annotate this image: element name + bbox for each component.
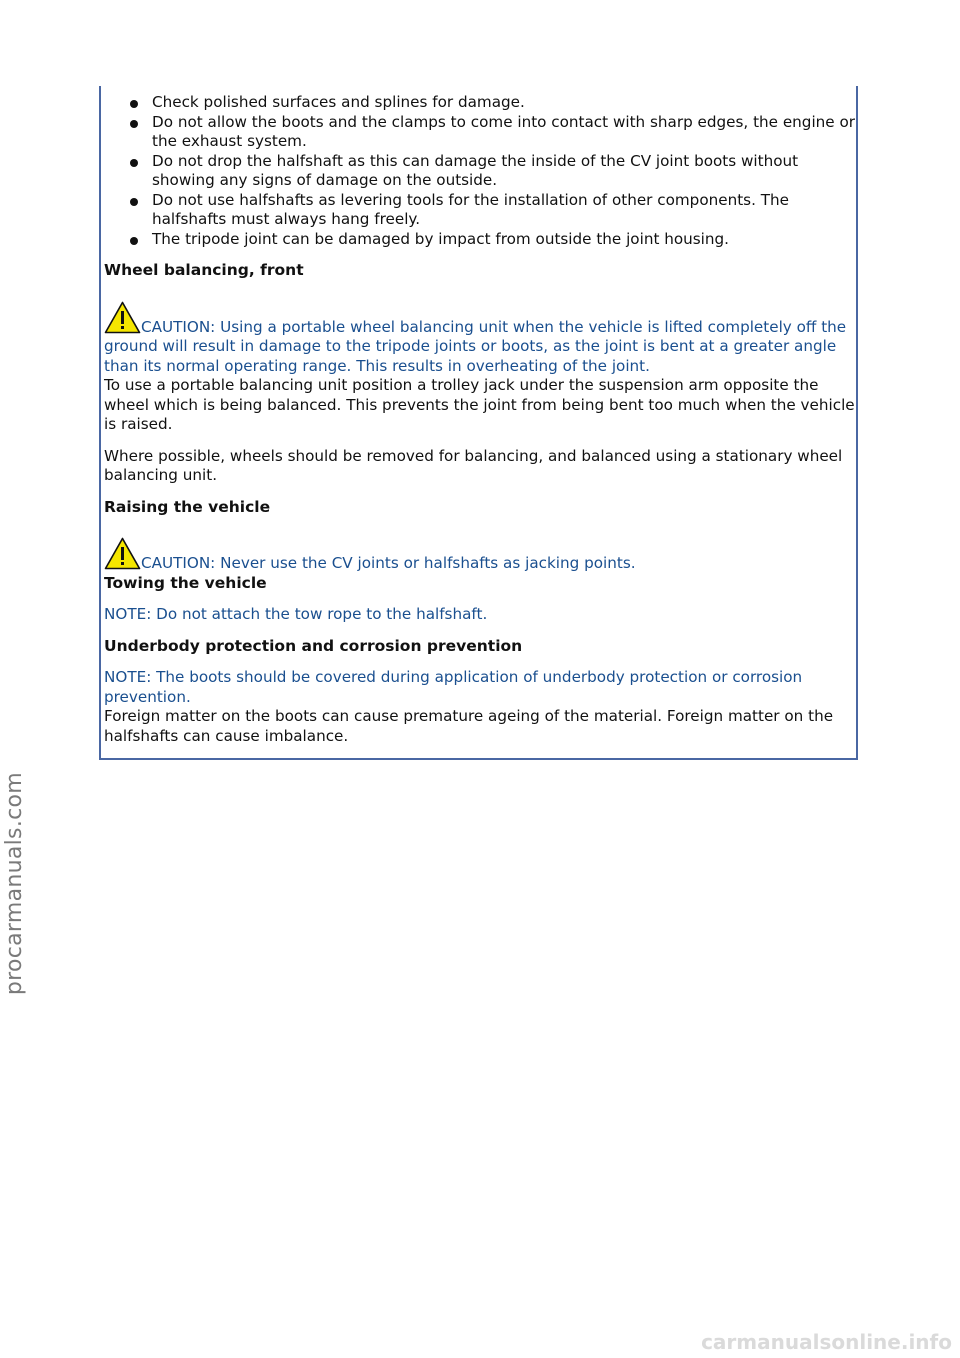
precautions-list xyxy=(104,93,856,249)
list-item: Check polished surfaces and splines for damage. xyxy=(152,93,856,113)
footer-watermark: carmanualsonline.info xyxy=(701,1330,952,1354)
side-watermark: procarmanuals.com xyxy=(2,772,27,996)
list-item: Do not drop the halfshaft as this can damage the inside of the CV joint boots without showing any signs of damage on the outside. xyxy=(152,152,856,191)
underbody-heading: Underbody protection and corrosion prevention xyxy=(104,636,523,655)
raising-heading: Raising the vehicle xyxy=(104,497,271,516)
wheel-balancing-paragraph-1: To use a portable balancing unit position a trolley jack under the suspension arm opposite the wheel which is being balanced. This prevents the joint from being bent too much when the vehicle is raised. xyxy=(104,376,855,433)
bullet-icon xyxy=(130,100,138,108)
raising-caution: CAUTION: Never use the CV joints or halfshafts as jacking points. xyxy=(104,529,856,574)
wheel-balancing-heading: Wheel balancing, front xyxy=(104,261,304,279)
bullet-icon xyxy=(130,159,138,167)
wheel-balancing-paragraph-2: Where possible, wheels should be removed for balancing, and balanced using a stationary wheel balancing unit. xyxy=(104,446,843,484)
page-content xyxy=(104,93,856,746)
underbody-note: NOTE: The boots should be covered during application of underbody protection or corrosion prevention. xyxy=(104,668,803,706)
list-item: Do not use halfshafts as levering tools for the installation of other components. The halfshafts must always hang freely. xyxy=(152,191,856,230)
list-item: Do not allow the boots and the clamps to come into contact with sharp edges, the engine or the exhaust system. xyxy=(152,113,856,152)
bullet-icon xyxy=(130,237,138,245)
towing-heading: Towing the vehicle xyxy=(104,573,267,592)
towing-note: NOTE: Do not attach the tow rope to the halfshaft. xyxy=(104,605,488,623)
list-item: The tripode joint can be damaged by impact from outside the joint housing. xyxy=(152,230,856,250)
wheel-balancing-caution: CAUTION: Using a portable wheel balancing unit when the vehicle is lifted completely off the ground will result in damage to the tripode joints or boots, as the joint is bent at a greater angle than its normal operating range. This results in overheating of the joint. xyxy=(104,293,856,377)
bullet-icon xyxy=(130,198,138,206)
underbody-paragraph: Foreign matter on the boots can cause premature ageing of the material. Foreign matter on the halfshafts can cause imbalance. xyxy=(104,707,834,745)
warning-triangle-icon xyxy=(104,537,141,570)
warning-triangle-icon xyxy=(104,301,141,334)
bullet-icon xyxy=(130,120,138,128)
